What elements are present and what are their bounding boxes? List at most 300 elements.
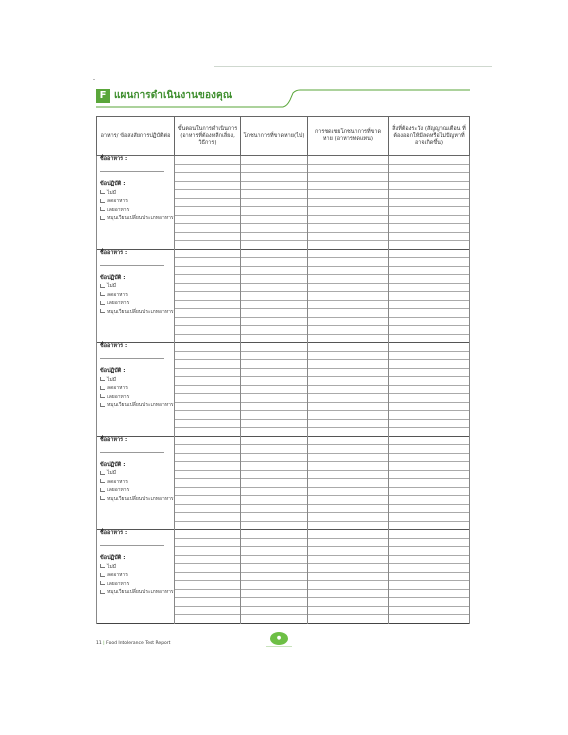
food-cell <box>97 479 175 488</box>
food-cell <box>97 411 175 420</box>
entry-cell[interactable] <box>241 241 308 250</box>
entry-cell[interactable] <box>308 377 389 386</box>
food-name-field[interactable] <box>100 352 164 359</box>
entry-cell[interactable] <box>241 173 308 182</box>
entry-cell[interactable] <box>241 232 308 241</box>
entry-cell[interactable] <box>308 572 389 581</box>
table-row <box>97 436 470 445</box>
option-checkbox[interactable] <box>100 402 174 408</box>
entry-cell[interactable] <box>241 275 308 284</box>
entry-cell[interactable] <box>308 496 389 505</box>
entry-cell[interactable] <box>389 411 470 420</box>
entry-cell[interactable] <box>389 394 470 403</box>
entry-cell[interactable] <box>389 190 470 199</box>
entry-cell[interactable] <box>389 224 470 233</box>
entry-cell[interactable] <box>175 224 241 233</box>
food-name-field[interactable] <box>100 446 164 453</box>
entry-cell[interactable] <box>175 351 241 360</box>
entry-cell[interactable] <box>175 564 241 573</box>
entry-cell[interactable] <box>308 164 389 173</box>
entry-cell[interactable] <box>389 317 470 326</box>
entry-cell[interactable] <box>308 156 389 165</box>
entry-cell[interactable] <box>308 232 389 241</box>
entry-cell[interactable] <box>241 521 308 530</box>
entry-cell[interactable] <box>241 368 308 377</box>
entry-cell[interactable] <box>389 232 470 241</box>
entry-cell[interactable] <box>241 530 308 539</box>
checkbox-icon[interactable] <box>100 573 105 577</box>
entry-cell[interactable] <box>241 198 308 207</box>
food-cell <box>97 292 175 301</box>
entry-cell[interactable] <box>175 360 241 369</box>
entry-cell[interactable] <box>241 334 308 343</box>
entry-cell[interactable] <box>241 606 308 615</box>
entry-cell[interactable] <box>389 453 470 462</box>
entry-cell[interactable] <box>175 462 241 471</box>
entry-cell[interactable] <box>241 360 308 369</box>
entry-cell[interactable] <box>175 589 241 598</box>
option-checkbox[interactable] <box>100 283 116 289</box>
entry-cell[interactable] <box>389 598 470 607</box>
entry-cell[interactable] <box>241 581 308 590</box>
entry-cell[interactable] <box>175 377 241 386</box>
entry-cell[interactable] <box>175 283 241 292</box>
entry-cell[interactable] <box>241 249 308 258</box>
entry-cell[interactable] <box>308 198 389 207</box>
entry-cell[interactable] <box>241 224 308 233</box>
entry-cell[interactable] <box>389 555 470 564</box>
entry-cell[interactable] <box>175 445 241 454</box>
entry-cell[interactable] <box>389 343 470 352</box>
food-cell <box>97 487 175 496</box>
entry-cell[interactable] <box>241 181 308 190</box>
entry-cell[interactable] <box>389 198 470 207</box>
entry-cell[interactable] <box>241 479 308 488</box>
entry-cell[interactable] <box>175 504 241 513</box>
entry-cell[interactable] <box>175 156 241 165</box>
entry-cell[interactable] <box>308 334 389 343</box>
checkbox-icon[interactable] <box>100 292 105 296</box>
entry-cell[interactable] <box>308 317 389 326</box>
table-body <box>97 156 470 624</box>
entry-cell[interactable] <box>308 300 389 309</box>
entry-cell[interactable] <box>241 411 308 420</box>
entry-cell[interactable] <box>389 156 470 165</box>
option-checkbox[interactable] <box>100 470 116 476</box>
entry-cell[interactable] <box>308 453 389 462</box>
entry-cell[interactable] <box>308 504 389 513</box>
entry-cell[interactable] <box>175 249 241 258</box>
entry-cell[interactable] <box>241 156 308 165</box>
entry-cell[interactable] <box>175 215 241 224</box>
entry-cell[interactable] <box>175 258 241 267</box>
entry-cell[interactable] <box>241 394 308 403</box>
checkbox-icon[interactable] <box>100 471 105 475</box>
entry-cell[interactable] <box>175 436 241 445</box>
entry-cell[interactable] <box>241 496 308 505</box>
entry-cell[interactable] <box>389 351 470 360</box>
entry-cell[interactable] <box>389 207 470 216</box>
entry-cell[interactable] <box>241 266 308 275</box>
food-name-field[interactable] <box>100 539 164 546</box>
entry-cell[interactable] <box>389 258 470 267</box>
entry-cell[interactable] <box>389 521 470 530</box>
option-checkbox[interactable] <box>100 487 129 493</box>
header-steps: ขั้นตอนในการดำเนินการ (อาหารที่ต้องหลีกเลี่ยง, วิธีการ) <box>175 117 241 156</box>
entry-cell[interactable] <box>175 207 241 216</box>
entry-cell[interactable] <box>389 436 470 445</box>
entry-cell[interactable] <box>308 564 389 573</box>
entry-cell[interactable] <box>308 241 389 250</box>
entry-cell[interactable] <box>241 215 308 224</box>
entry-cell[interactable] <box>241 470 308 479</box>
entry-cell[interactable] <box>308 249 389 258</box>
table-row <box>97 572 470 581</box>
checkbox-icon[interactable] <box>100 301 105 305</box>
entry-cell[interactable] <box>241 436 308 445</box>
entry-cell[interactable] <box>175 606 241 615</box>
table-row <box>97 266 470 275</box>
food-cell <box>97 334 175 343</box>
entry-cell[interactable] <box>308 283 389 292</box>
option-checkbox[interactable] <box>100 589 174 595</box>
entry-cell[interactable] <box>175 275 241 284</box>
entry-cell[interactable] <box>308 266 389 275</box>
entry-cell[interactable] <box>175 394 241 403</box>
entry-cell[interactable] <box>308 351 389 360</box>
entry-cell[interactable] <box>389 419 470 428</box>
entry-cell[interactable] <box>389 615 470 624</box>
entry-cell[interactable] <box>308 173 389 182</box>
entry-cell[interactable] <box>175 581 241 590</box>
entry-cell[interactable] <box>308 598 389 607</box>
entry-cell[interactable] <box>175 241 241 250</box>
entry-cell[interactable] <box>389 513 470 522</box>
entry-cell[interactable] <box>308 428 389 437</box>
entry-cell[interactable] <box>241 547 308 556</box>
checkbox-icon[interactable] <box>100 496 105 500</box>
entry-cell[interactable] <box>308 368 389 377</box>
entry-cell[interactable] <box>389 309 470 318</box>
food-cell <box>97 283 175 292</box>
entry-cell[interactable] <box>175 547 241 556</box>
entry-cell[interactable] <box>241 589 308 598</box>
entry-cell[interactable] <box>175 368 241 377</box>
entry-cell[interactable] <box>241 555 308 564</box>
entry-cell[interactable] <box>389 292 470 301</box>
entry-cell[interactable] <box>308 538 389 547</box>
table-row <box>97 343 470 352</box>
entry-cell[interactable] <box>241 343 308 352</box>
entry-cell[interactable] <box>389 360 470 369</box>
entry-cell[interactable] <box>241 377 308 386</box>
entry-cell[interactable] <box>308 479 389 488</box>
entry-cell[interactable] <box>175 181 241 190</box>
entry-cell[interactable] <box>175 530 241 539</box>
entry-cell[interactable] <box>389 283 470 292</box>
entry-cell[interactable] <box>241 419 308 428</box>
entry-cell[interactable] <box>175 326 241 335</box>
entry-cell[interactable] <box>389 377 470 386</box>
checkbox-icon[interactable] <box>100 190 105 194</box>
option-checkbox[interactable] <box>100 496 174 502</box>
entry-cell[interactable] <box>175 198 241 207</box>
entry-cell[interactable] <box>308 190 389 199</box>
table-row <box>97 385 470 394</box>
entry-cell[interactable] <box>175 317 241 326</box>
checkbox-icon[interactable] <box>100 488 105 492</box>
food-name-field[interactable] <box>100 165 164 172</box>
entry-cell[interactable] <box>241 615 308 624</box>
checkbox-icon[interactable] <box>100 403 105 407</box>
entry-cell[interactable] <box>389 445 470 454</box>
entry-cell[interactable] <box>389 504 470 513</box>
entry-cell[interactable] <box>308 547 389 556</box>
entry-cell[interactable] <box>389 470 470 479</box>
entry-cell[interactable] <box>389 266 470 275</box>
checkbox-icon[interactable] <box>100 309 105 313</box>
entry-cell[interactable] <box>308 224 389 233</box>
entry-cell[interactable] <box>389 334 470 343</box>
entry-cell[interactable] <box>308 419 389 428</box>
entry-cell[interactable] <box>308 326 389 335</box>
entry-cell[interactable] <box>389 564 470 573</box>
option-label: ลดอาหาร <box>107 572 128 578</box>
option-checkbox[interactable] <box>100 394 129 400</box>
checkbox-icon[interactable] <box>100 479 105 483</box>
entry-cell[interactable] <box>175 598 241 607</box>
entry-cell[interactable] <box>308 343 389 352</box>
entry-cell[interactable] <box>389 402 470 411</box>
entry-cell[interactable] <box>241 572 308 581</box>
entry-cell[interactable] <box>175 513 241 522</box>
entry-cell[interactable] <box>175 411 241 420</box>
food-cell <box>97 504 175 513</box>
checkbox-icon[interactable] <box>100 284 105 288</box>
entry-cell[interactable] <box>389 581 470 590</box>
entry-cell[interactable] <box>308 411 389 420</box>
entry-cell[interactable] <box>308 462 389 471</box>
entry-cell[interactable] <box>241 385 308 394</box>
food-cell <box>97 538 175 547</box>
entry-cell[interactable] <box>308 402 389 411</box>
entry-cell[interactable] <box>308 436 389 445</box>
entry-cell[interactable] <box>241 164 308 173</box>
entry-cell[interactable] <box>389 479 470 488</box>
entry-cell[interactable] <box>308 615 389 624</box>
food-cell <box>97 326 175 335</box>
entry-cell[interactable] <box>241 445 308 454</box>
entry-cell[interactable] <box>389 538 470 547</box>
entry-cell[interactable] <box>308 555 389 564</box>
entry-cell[interactable] <box>389 181 470 190</box>
checkbox-icon[interactable] <box>100 394 105 398</box>
entry-cell[interactable] <box>308 215 389 224</box>
entry-cell[interactable] <box>389 249 470 258</box>
option-checkbox[interactable] <box>100 572 128 578</box>
entry-cell[interactable] <box>389 300 470 309</box>
entry-cell[interactable] <box>175 385 241 394</box>
checkbox-icon[interactable] <box>100 386 105 390</box>
entry-cell[interactable] <box>175 479 241 488</box>
entry-cell[interactable] <box>241 283 308 292</box>
entry-cell[interactable] <box>308 207 389 216</box>
entry-cell[interactable] <box>308 309 389 318</box>
entry-cell[interactable] <box>308 521 389 530</box>
entry-cell[interactable] <box>389 547 470 556</box>
entry-cell[interactable] <box>175 419 241 428</box>
entry-cell[interactable] <box>241 258 308 267</box>
option-label: หมุนเวียนเปลี่ยนประเภทอาหาร <box>107 495 174 502</box>
entry-cell[interactable] <box>241 317 308 326</box>
checkbox-icon[interactable] <box>100 581 105 585</box>
option-checkbox[interactable] <box>100 309 174 315</box>
entry-cell[interactable] <box>175 538 241 547</box>
option-checkbox[interactable] <box>100 385 128 391</box>
entry-cell[interactable] <box>389 215 470 224</box>
food-name-field[interactable] <box>100 259 164 266</box>
action-plan-table <box>96 116 470 624</box>
entry-cell[interactable] <box>175 496 241 505</box>
option-checkbox[interactable] <box>100 377 116 383</box>
option-checkbox[interactable] <box>100 190 116 196</box>
entry-cell[interactable] <box>308 394 389 403</box>
entry-cell[interactable] <box>241 326 308 335</box>
table-row <box>97 275 470 284</box>
entry-cell[interactable] <box>241 598 308 607</box>
entry-cell[interactable] <box>175 164 241 173</box>
entry-cell[interactable] <box>175 487 241 496</box>
entry-cell[interactable] <box>175 232 241 241</box>
checkbox-icon[interactable] <box>100 564 105 568</box>
entry-cell[interactable] <box>389 530 470 539</box>
entry-cell[interactable] <box>175 266 241 275</box>
entry-cell[interactable] <box>308 581 389 590</box>
entry-cell[interactable] <box>389 462 470 471</box>
entry-cell[interactable] <box>175 453 241 462</box>
food-cell <box>97 300 175 309</box>
entry-cell[interactable] <box>389 589 470 598</box>
entry-cell[interactable] <box>389 385 470 394</box>
entry-cell[interactable] <box>241 190 308 199</box>
entry-cell[interactable] <box>175 615 241 624</box>
food-cell <box>97 445 175 454</box>
entry-cell[interactable] <box>241 462 308 471</box>
entry-cell[interactable] <box>175 343 241 352</box>
entry-cell[interactable] <box>175 292 241 301</box>
entry-cell[interactable] <box>241 309 308 318</box>
table-row <box>97 402 470 411</box>
entry-cell[interactable] <box>241 513 308 522</box>
table-row <box>97 215 470 224</box>
header-food: อาหาร/ ข้อสงสัยการปฏิบัติต่อ <box>97 117 175 156</box>
entry-cell[interactable] <box>175 428 241 437</box>
entry-cell[interactable] <box>389 368 470 377</box>
table-row <box>97 453 470 462</box>
entry-cell[interactable] <box>241 564 308 573</box>
entry-cell[interactable] <box>241 453 308 462</box>
entry-cell[interactable] <box>175 572 241 581</box>
entry-cell[interactable] <box>308 360 389 369</box>
entry-cell[interactable] <box>241 300 308 309</box>
checkbox-icon[interactable] <box>100 216 105 220</box>
option-checkbox[interactable] <box>100 300 129 306</box>
entry-cell[interactable] <box>175 309 241 318</box>
entry-cell[interactable] <box>241 487 308 496</box>
entry-cell[interactable] <box>175 173 241 182</box>
entry-cell[interactable] <box>389 428 470 437</box>
option-checkbox[interactable] <box>100 198 128 204</box>
entry-cell[interactable] <box>241 504 308 513</box>
entry-cell[interactable] <box>175 402 241 411</box>
table-row <box>97 589 470 598</box>
option-checkbox[interactable] <box>100 292 128 298</box>
entry-cell[interactable] <box>308 275 389 284</box>
entry-cell[interactable] <box>308 606 389 615</box>
option-checkbox[interactable] <box>100 215 174 221</box>
checkbox-icon[interactable] <box>100 199 105 203</box>
entry-cell[interactable] <box>308 487 389 496</box>
entry-cell[interactable] <box>241 351 308 360</box>
option-checkbox[interactable] <box>100 564 116 570</box>
entry-cell[interactable] <box>308 530 389 539</box>
table-row <box>97 181 470 190</box>
entry-cell[interactable] <box>175 470 241 479</box>
entry-cell[interactable] <box>241 292 308 301</box>
entry-cell[interactable] <box>308 513 389 522</box>
entry-cell[interactable] <box>308 181 389 190</box>
entry-cell[interactable] <box>389 326 470 335</box>
food-cell <box>97 581 175 590</box>
option-checkbox[interactable] <box>100 479 128 485</box>
entry-cell[interactable] <box>389 496 470 505</box>
entry-cell[interactable] <box>241 428 308 437</box>
entry-cell[interactable] <box>175 190 241 199</box>
entry-cell[interactable] <box>308 589 389 598</box>
entry-cell[interactable] <box>175 521 241 530</box>
entry-cell[interactable] <box>389 173 470 182</box>
entry-cell[interactable] <box>389 487 470 496</box>
entry-cell[interactable] <box>175 555 241 564</box>
checkbox-icon[interactable] <box>100 590 105 594</box>
footer <box>96 641 170 646</box>
entry-cell[interactable] <box>389 275 470 284</box>
footer-separator: | <box>103 641 105 646</box>
table-row <box>97 445 470 454</box>
entry-cell[interactable] <box>175 300 241 309</box>
entry-cell[interactable] <box>389 241 470 250</box>
option-checkbox[interactable] <box>100 207 129 213</box>
entry-cell[interactable] <box>308 385 389 394</box>
entry-cell[interactable] <box>389 164 470 173</box>
option-checkbox[interactable] <box>100 581 129 587</box>
table-row <box>97 351 470 360</box>
entry-cell[interactable] <box>241 538 308 547</box>
checkbox-icon[interactable] <box>100 207 105 211</box>
entry-cell[interactable] <box>175 334 241 343</box>
entry-cell[interactable] <box>241 207 308 216</box>
checkbox-icon[interactable] <box>100 377 105 381</box>
entry-cell[interactable] <box>389 606 470 615</box>
table-row <box>97 470 470 479</box>
food-name-label: ชื่ออาหาร : <box>100 530 128 536</box>
entry-cell[interactable] <box>308 470 389 479</box>
entry-cell[interactable] <box>241 402 308 411</box>
entry-cell[interactable] <box>308 292 389 301</box>
entry-cell[interactable] <box>308 258 389 267</box>
entry-cell[interactable] <box>308 445 389 454</box>
entry-cell[interactable] <box>389 572 470 581</box>
